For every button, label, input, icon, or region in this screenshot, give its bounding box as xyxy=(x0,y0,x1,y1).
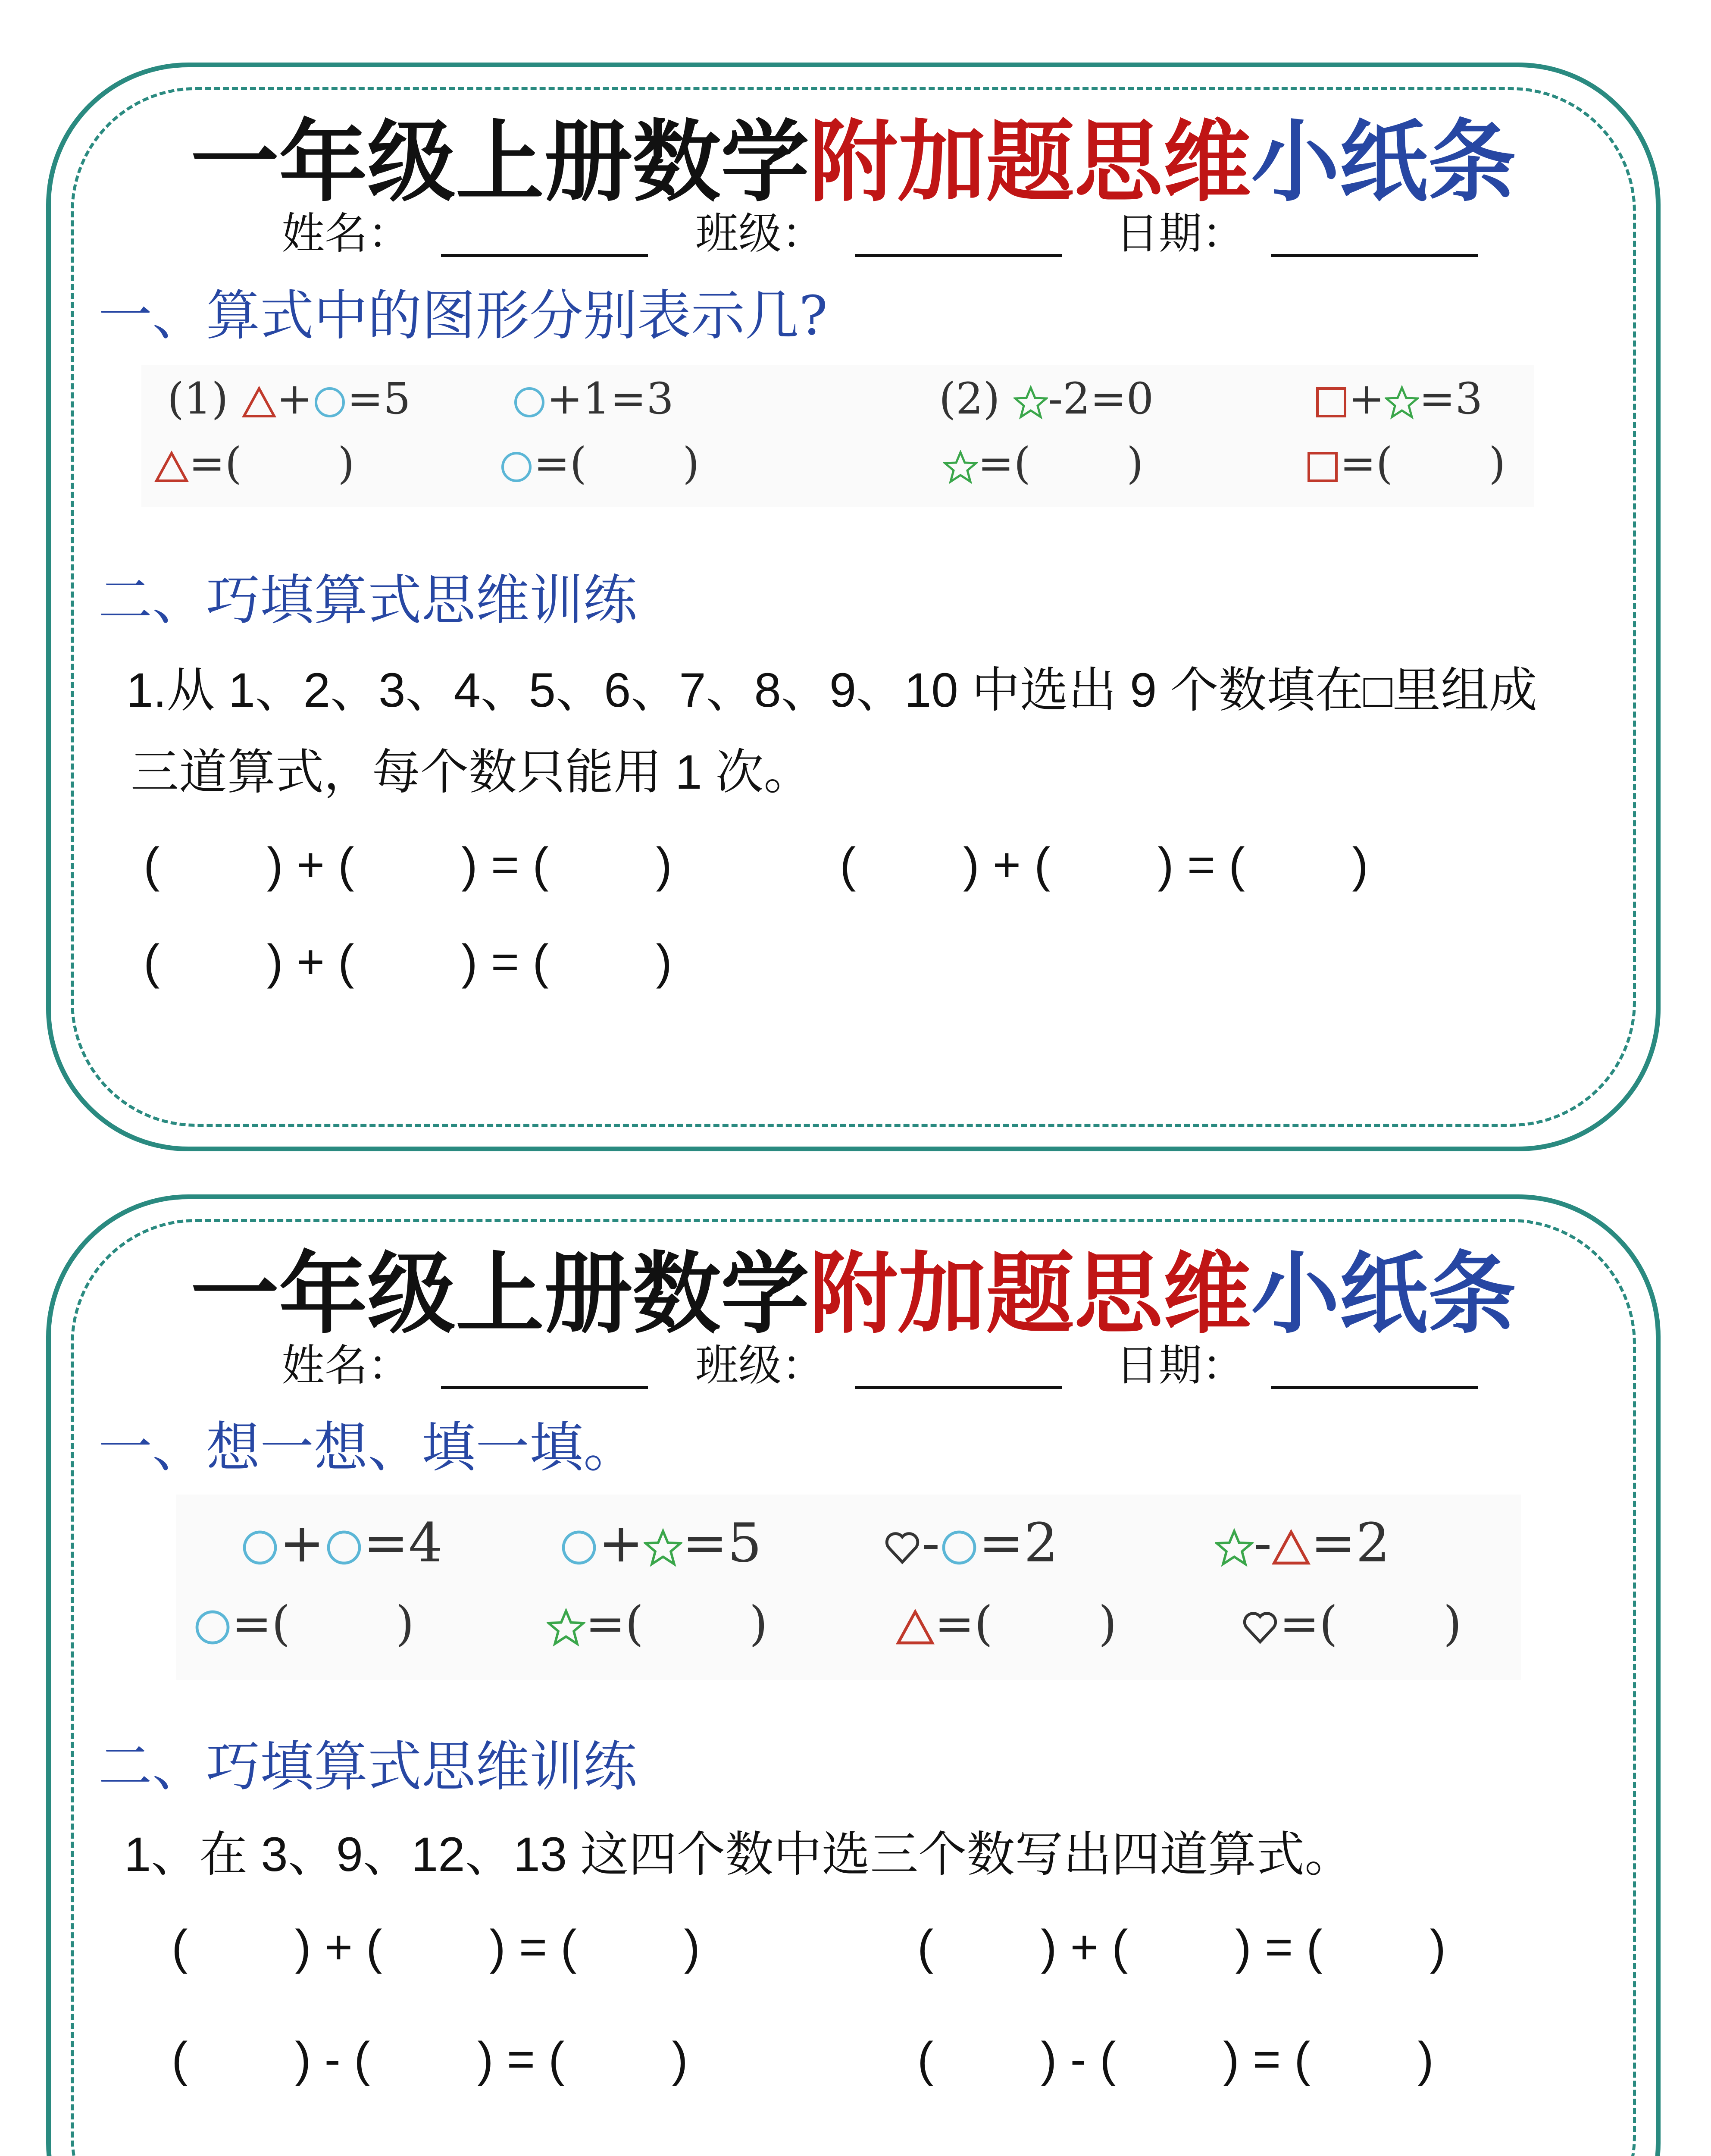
section-2-heading: 二、巧填算式思维训练 xyxy=(98,569,637,632)
answer-square[interactable]: =( ) xyxy=(1305,438,1505,489)
answer-equation-1[interactable]: ( ) + ( ) = ( ) xyxy=(172,1920,700,1974)
answer-equation-3[interactable]: ( ) + ( ) = ( ) xyxy=(144,935,672,989)
square-icon xyxy=(1305,450,1340,484)
circle-icon xyxy=(313,385,347,420)
triangle-icon xyxy=(154,450,189,484)
equation-2: + =5 xyxy=(560,1512,762,1574)
heart-icon xyxy=(1241,1608,1279,1647)
square-icon xyxy=(1314,385,1348,420)
star-icon xyxy=(644,1528,682,1567)
class-label: 班级： xyxy=(695,1340,825,1391)
equation-1: + =4 xyxy=(241,1512,443,1574)
circle-icon xyxy=(499,450,534,484)
star-icon xyxy=(547,1608,585,1647)
date-label: 日期： xyxy=(1116,1340,1245,1391)
problem-text-line-2: 三道算式，每个数只能用 1 次。 xyxy=(131,745,812,799)
answer-triangle[interactable]: =( ) xyxy=(154,438,354,489)
answer-equation-2[interactable]: ( ) + ( ) = ( ) xyxy=(917,1920,1446,1974)
answer-heart[interactable]: =( ) xyxy=(1241,1596,1462,1651)
answer-circle[interactable]: =( ) xyxy=(193,1596,414,1651)
card-title: 一年级上册数学附加题思维小纸条 xyxy=(191,110,1516,214)
name-label: 姓名： xyxy=(282,208,411,259)
section-1-heading: 一、想一想、填一填。 xyxy=(98,1416,637,1479)
answer-triangle[interactable]: =( ) xyxy=(896,1596,1117,1651)
class-field[interactable] xyxy=(855,254,1062,257)
problem-text-line-1: 1.从 1、2、3、4、5、6、7、8、9、10 中选出 9 个数填在□里组成 xyxy=(126,663,1537,717)
circle-icon xyxy=(325,1528,363,1567)
equation-p1-2: +1=3 xyxy=(512,373,674,424)
equation-p1-1: (1) + =5 xyxy=(167,373,411,424)
problem-text: 1、在 3、9、12、13 这四个数中选三个数写出四道算式。 xyxy=(124,1827,1353,1881)
class-field[interactable] xyxy=(855,1386,1062,1389)
equation-3: - =2 xyxy=(883,1512,1058,1574)
circle-icon xyxy=(512,385,547,420)
class-label: 班级： xyxy=(695,208,825,259)
answer-equation-4[interactable]: ( ) - ( ) = ( ) xyxy=(917,2032,1434,2086)
star-icon xyxy=(1013,385,1048,420)
equation-p2-2: + =3 xyxy=(1314,373,1483,424)
triangle-icon xyxy=(896,1608,935,1647)
equation-4: - =2 xyxy=(1215,1512,1390,1574)
triangle-icon xyxy=(242,385,276,420)
circle-icon xyxy=(193,1608,232,1647)
name-field[interactable] xyxy=(441,254,648,257)
answer-equation-1[interactable]: ( ) + ( ) = ( ) xyxy=(144,838,672,892)
shape-equation-box xyxy=(176,1495,1521,1680)
date-field[interactable] xyxy=(1271,254,1478,257)
shape-equation-box xyxy=(141,365,1534,507)
worksheet-card-1 xyxy=(46,63,1661,1151)
date-field[interactable] xyxy=(1271,1386,1478,1389)
heart-icon xyxy=(883,1528,922,1567)
star-icon xyxy=(943,450,978,484)
answer-star[interactable]: =( ) xyxy=(547,1596,768,1651)
triangle-icon xyxy=(1272,1528,1311,1567)
equation-p2-1: (2) -2=0 xyxy=(939,373,1154,424)
answer-star[interactable]: =( ) xyxy=(943,438,1143,489)
star-icon xyxy=(1215,1528,1254,1567)
answer-equation-2[interactable]: ( ) + ( ) = ( ) xyxy=(840,838,1368,892)
answer-circle[interactable]: =( ) xyxy=(499,438,699,489)
answer-equation-3[interactable]: ( ) - ( ) = ( ) xyxy=(172,2032,688,2086)
name-field[interactable] xyxy=(441,1386,648,1389)
star-icon xyxy=(1385,385,1419,420)
name-label: 姓名： xyxy=(282,1340,411,1391)
worksheet-card-2 xyxy=(46,1194,1661,2156)
circle-icon xyxy=(940,1528,979,1567)
circle-icon xyxy=(560,1528,598,1567)
section-2-heading: 二、巧填算式思维训练 xyxy=(98,1736,637,1798)
date-label: 日期： xyxy=(1116,208,1245,259)
circle-icon xyxy=(241,1528,279,1567)
card-title: 一年级上册数学附加题思维小纸条 xyxy=(191,1242,1516,1346)
section-1-heading: 一、算式中的图形分别表示几? xyxy=(98,285,828,347)
